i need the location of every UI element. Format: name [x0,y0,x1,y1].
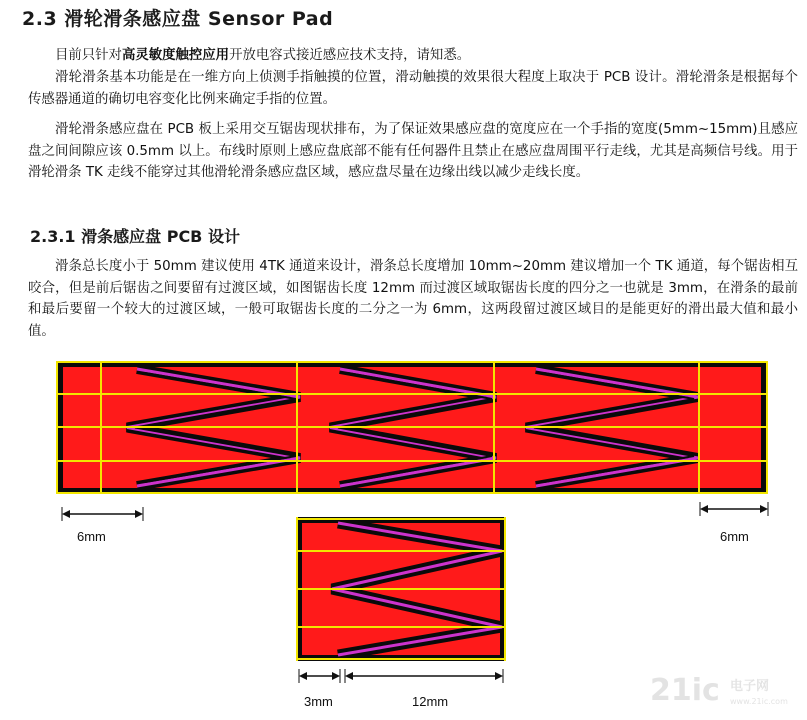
paragraph-intro-pre: 目前只针对 [55,48,122,63]
dim-12mm-head-left [345,672,353,680]
slider-tooth-detail [296,517,506,661]
paragraph-design: 滑条总长度小于 50mm 建议使用 4TK 通道来设计，滑条总长度增加 10mm~20mm 建议增加一个 TK 通道，每个锯齿相互咬合，但是前后锯齿之间要留有过渡区域，如图锯齿长度 12mm 而过渡区域取锯齿长度的四分之一也就是 3mm，在滑条的最前和最后要留一个较大的过渡区域，一般可取锯齿长度的二分之一为 6mm，这两段留过渡区域目的是能更好的滑出最大值和最小值。 [28,259,798,339]
label-12mm: 12mm [412,694,449,709]
paragraph-intro-post: 开放电容式接近感应技术支持，请知悉。 [229,48,471,63]
dim-left-6mm-head-right [135,510,143,518]
label-left-6mm: 6mm [77,529,106,544]
paragraph-intro-bold: 高灵敏度触控应用 [121,48,230,63]
dim-left-6mm-head-left [62,510,70,518]
watermark-cn: 电子网 [730,679,770,694]
section-number: 2.3 [22,8,58,30]
dim-3mm-head-right [332,672,340,680]
subsection-title: 滑条感应盘 PCB 设计 [81,227,240,246]
paragraph-layout: 滑轮滑条感应盘在 PCB 板上采用交互锯齿现状排布，为了保证效果感应盘的宽度应在一个手指的宽度(5mm~15mm)且感应盘之间间隙应该 0.5mm 以上。布线时原则上感应盘底部不能有任何器件且禁止在感应盘周围平行走线，尤其是高频信号线。用于滑轮滑条 TK 走线不能穿过其他滑轮滑条感应盘区域，感应盘尽量在边缘出线以减少走线长度。 [28,122,798,181]
dim-right-6mm-head-right [760,505,768,513]
watermark-domain: www.21ic.com [730,697,788,706]
watermark-21ic: 21ic [650,673,720,708]
label-3mm: 3mm [304,694,333,709]
slider-pcb-layout [57,361,767,494]
dim-3mm-head-left [299,672,307,680]
section-title: 滑轮滑条感应盘 Sensor Pad [64,8,334,30]
paragraph-function: 滑轮滑条基本功能是在一维方向上侦测手指触摸的位置，滑动触摸的效果很大程度上取决于 PCB 设计。滑轮滑条是根据每个传感器通道的确切电容变化比例来确定手指的位置。 [28,70,798,107]
dim-right-6mm-head-left [700,505,708,513]
dim-12mm-head-right [495,672,503,680]
label-right-6mm: 6mm [720,529,749,544]
subsection-number: 2.3.1 [30,227,76,246]
watermark-logo [650,673,788,708]
